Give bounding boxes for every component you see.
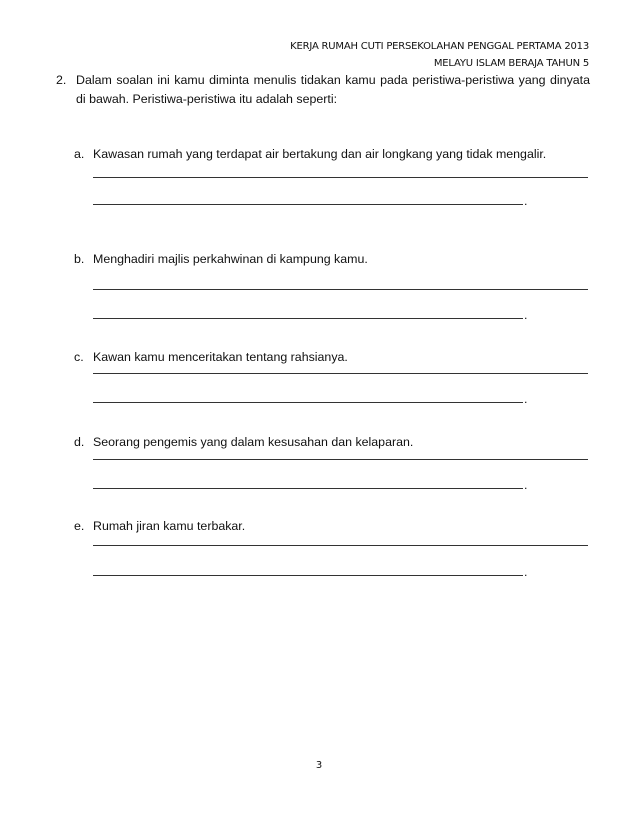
item-label: d. [74, 435, 85, 449]
header-title: KERJA RUMAH CUTI PERSEKOLAHAN PENGGAL PERTAMA 2013 [290, 41, 589, 52]
answer-line-c2[interactable] [93, 402, 523, 403]
item-label: b. [74, 252, 85, 266]
line-end-dot: . [524, 478, 528, 492]
item-text: Seorang pengemis yang dalam kesusahan dan kelaparan. [93, 435, 414, 449]
question-text: Dalam soalan ini kamu diminta menulis tidakan kamu pada peristiwa-peristiwa yang dinyata di bawah. Peristiwa-peristiwa itu adalah seperti: [76, 73, 590, 106]
line-end-dot: . [524, 308, 528, 322]
answer-line-d1[interactable] [93, 459, 588, 460]
page-header [290, 38, 589, 72]
question-number: 2. [56, 73, 67, 87]
line-end-dot: . [524, 392, 528, 406]
question-2 [56, 71, 590, 109]
item-label: c. [74, 350, 84, 364]
answer-line-a2[interactable] [93, 204, 523, 205]
item-text: Menghadiri majlis perkahwinan di kampung kamu. [93, 252, 368, 266]
line-end-dot: . [524, 565, 528, 579]
item-label: e. [74, 519, 85, 533]
item-text: Kawasan rumah yang terdapat air bertakung dan air longkang yang tidak mengalir. [93, 147, 547, 161]
answer-line-e2[interactable] [93, 575, 523, 576]
item-label: a. [74, 147, 85, 161]
answer-line-e1[interactable] [93, 545, 588, 546]
answer-line-a1[interactable] [93, 177, 588, 178]
item-text: Rumah jiran kamu terbakar. [93, 519, 246, 533]
page-number: 3 [315, 760, 323, 771]
item-text: Kawan kamu menceritakan tentang rahsianya. [93, 350, 348, 364]
answer-line-b1[interactable] [93, 289, 588, 290]
answer-line-d2[interactable] [93, 488, 523, 489]
line-end-dot: . [524, 194, 528, 208]
answer-line-c1[interactable] [93, 373, 588, 374]
answer-line-b2[interactable] [93, 318, 523, 319]
header-subtitle: MELAYU ISLAM BERAJA TAHUN 5 [433, 58, 589, 69]
